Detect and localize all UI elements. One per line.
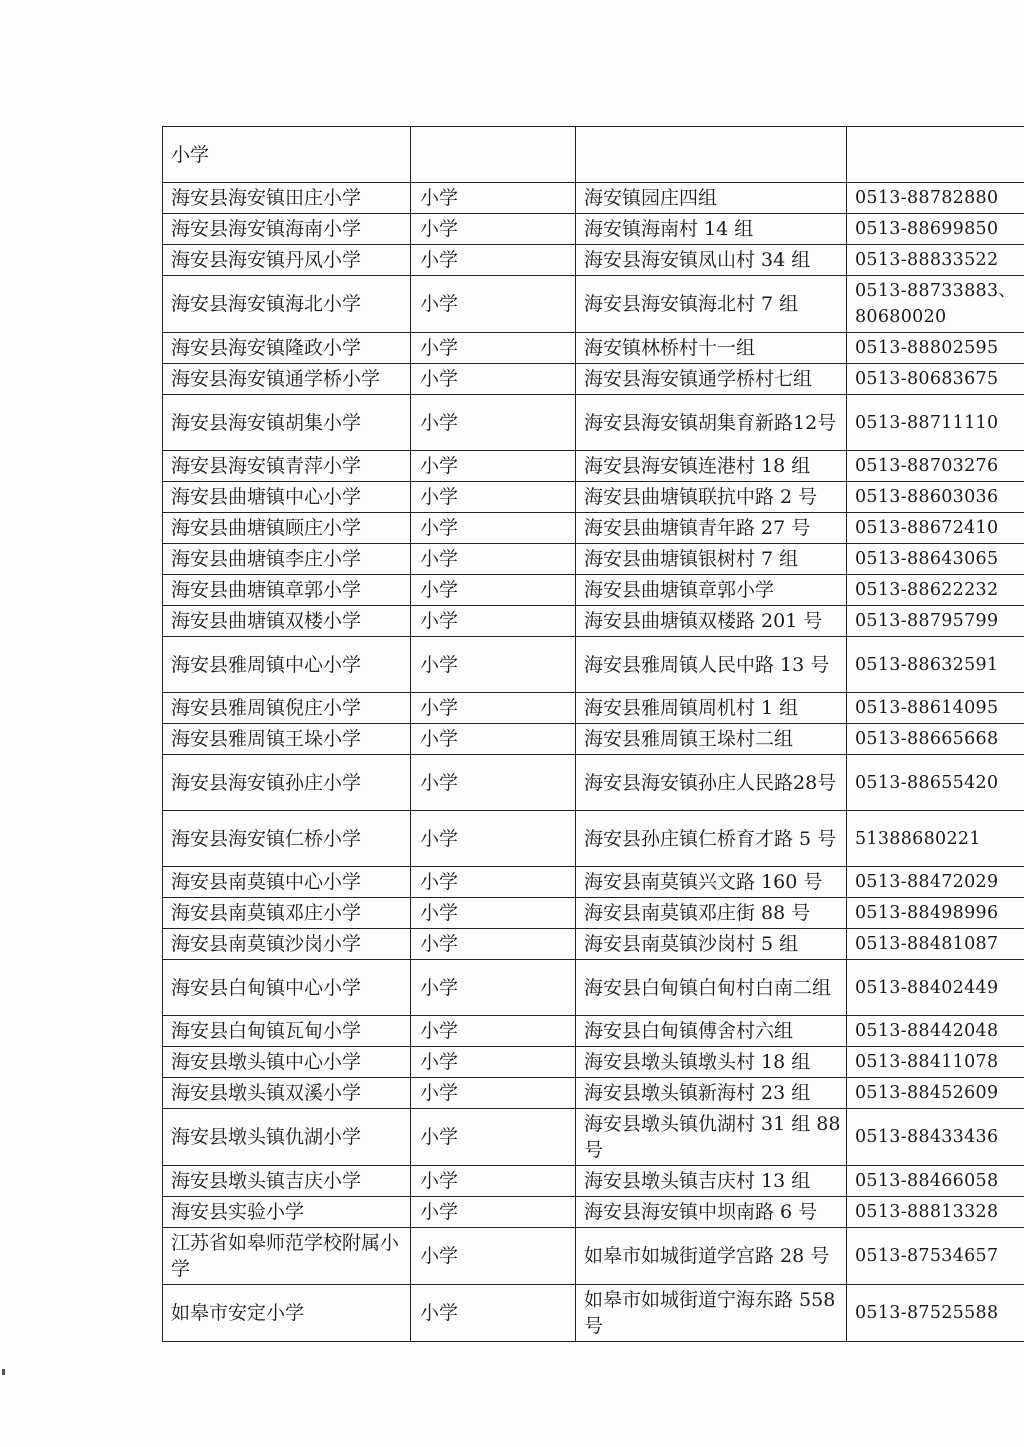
table-row [163,637,1024,693]
school-name-cell: 海安县白甸镇瓦甸小学 [163,1016,411,1047]
school-type-cell: 小学 [411,482,576,513]
address-cell: 海安县雅周镇人民中路 13 号 [576,637,847,693]
school-name-cell: 海安县海安镇海南小学 [163,214,411,245]
school-type-cell: 小学 [411,693,576,724]
school-name-cell: 海安县墩头镇仇湖小学 [163,1109,411,1166]
table-row [163,214,1024,245]
school-type-cell: 小学 [411,724,576,755]
school-type-cell: 小学 [411,575,576,606]
school-type-cell: 小学 [411,451,576,482]
school-directory-table [162,126,1024,1342]
school-name-cell: 海安县南莫镇邓庄小学 [163,898,411,929]
phone-cell: 0513-88703276 [847,451,1024,482]
address-cell: 海安县墩头镇吉庆村 13 组 [576,1166,847,1197]
school-type-cell: 小学 [411,898,576,929]
school-type-cell: 小学 [411,364,576,395]
phone-cell: 0513-88833522 [847,245,1024,276]
address-cell: 海安县白甸镇傅舍村六组 [576,1016,847,1047]
school-name-cell: 海安县曲塘镇李庄小学 [163,544,411,575]
table-row [163,364,1024,395]
phone-cell: 0513-88795799 [847,606,1024,637]
table-row [163,1047,1024,1078]
phone-cell: 0513-88433436 [847,1109,1024,1166]
school-type-cell: 小学 [411,867,576,898]
address-cell: 海安县南莫镇兴文路 160 号 [576,867,847,898]
phone-cell: 0513-88802595 [847,333,1024,364]
address-cell: 海安县海安镇凤山村 34 组 [576,245,847,276]
school-name-cell: 海安县曲塘镇顾庄小学 [163,513,411,544]
school-name-cell: 海安县墩头镇中心小学 [163,1047,411,1078]
phone-cell: 0513-88622232 [847,575,1024,606]
school-type-cell: 小学 [411,1228,576,1285]
school-name-cell: 海安县海安镇胡集小学 [163,395,411,451]
address-cell: 海安县曲塘镇银树村 7 组 [576,544,847,575]
table-row [163,1166,1024,1197]
school-type-cell: 小学 [411,276,576,333]
phone-cell: 0513-88452609 [847,1078,1024,1109]
school-type-cell: 小学 [411,1166,576,1197]
school-type-cell: 小学 [411,214,576,245]
address-cell [576,127,847,183]
address-cell: 海安县海安镇中坝南路 6 号 [576,1197,847,1228]
phone-cell: 0513-88733883、80680020 [847,276,1024,333]
address-cell: 海安县海安镇孙庄人民路28号 [576,755,847,811]
phone-cell: 0513-88665668 [847,724,1024,755]
table-row [163,276,1024,333]
school-type-cell: 小学 [411,755,576,811]
school-name-cell: 小学 [163,127,411,183]
table-row [163,755,1024,811]
school-name-cell: 海安县墩头镇双溪小学 [163,1078,411,1109]
school-name-cell: 海安县海安镇隆政小学 [163,333,411,364]
school-type-cell: 小学 [411,1016,576,1047]
school-name-cell: 海安县海安镇孙庄小学 [163,755,411,811]
phone-cell: 0513-88442048 [847,1016,1024,1047]
school-name-cell: 海安县海安镇青萍小学 [163,451,411,482]
table-row [163,960,1024,1016]
table-row [163,929,1024,960]
school-name-cell: 海安县南莫镇中心小学 [163,867,411,898]
phone-cell: 0513-88481087 [847,929,1024,960]
school-type-cell: 小学 [411,1109,576,1166]
table-body [163,127,1024,1342]
address-cell: 如皋市如城街道宁海东路 558 号 [576,1285,847,1342]
school-type-cell: 小学 [411,544,576,575]
address-cell: 海安镇海南村 14 组 [576,214,847,245]
table-row [163,606,1024,637]
table-row [163,1285,1024,1342]
table-row [163,693,1024,724]
address-cell: 海安县曲塘镇联抗中路 2 号 [576,482,847,513]
address-cell: 海安县曲塘镇章郭小学 [576,575,847,606]
address-cell: 海安镇园庄四组 [576,183,847,214]
school-name-cell: 海安县墩头镇吉庆小学 [163,1166,411,1197]
table-row [163,1109,1024,1166]
phone-cell: 0513-88614095 [847,693,1024,724]
table-row [163,482,1024,513]
address-cell: 海安县曲塘镇双楼路 201 号 [576,606,847,637]
school-type-cell: 小学 [411,637,576,693]
school-type-cell [411,127,576,183]
phone-cell: 0513-88782880 [847,183,1024,214]
table-row [163,395,1024,451]
school-type-cell: 小学 [411,513,576,544]
school-name-cell: 海安县白甸镇中心小学 [163,960,411,1016]
phone-cell: 0513-80683675 [847,364,1024,395]
address-cell: 海安县孙庄镇仁桥育才路 5 号 [576,811,847,867]
table-row [163,867,1024,898]
school-type-cell: 小学 [411,395,576,451]
school-name-cell: 海安县实验小学 [163,1197,411,1228]
address-cell: 如皋市如城街道学宫路 28 号 [576,1228,847,1285]
school-type-cell: 小学 [411,1197,576,1228]
address-cell: 海安县墩头镇新海村 23 组 [576,1078,847,1109]
school-type-cell: 小学 [411,183,576,214]
school-type-cell: 小学 [411,245,576,276]
address-cell: 海安县墩头镇仇湖村 31 组 88 号 [576,1109,847,1166]
address-cell: 海安县曲塘镇青年路 27 号 [576,513,847,544]
school-name-cell: 海安县曲塘镇双楼小学 [163,606,411,637]
address-cell: 海安县雅周镇周机村 1 组 [576,693,847,724]
address-cell: 海安县雅周镇王垛村二组 [576,724,847,755]
table-row [163,127,1024,183]
school-name-cell: 海安县曲塘镇章郭小学 [163,575,411,606]
phone-cell: 0513-88711110 [847,395,1024,451]
school-type-cell: 小学 [411,811,576,867]
school-name-cell: 海安县海安镇田庄小学 [163,183,411,214]
phone-cell: 0513-88603036 [847,482,1024,513]
address-cell: 海安县白甸镇白甸村白南二组 [576,960,847,1016]
phone-cell: 0513-88466058 [847,1166,1024,1197]
phone-cell: 0513-88402449 [847,960,1024,1016]
school-name-cell: 海安县海安镇仁桥小学 [163,811,411,867]
address-cell: 海安县海安镇连港村 18 组 [576,451,847,482]
school-type-cell: 小学 [411,1047,576,1078]
table-row [163,1197,1024,1228]
phone-cell: 0513-88643065 [847,544,1024,575]
scan-mark [2,1369,5,1375]
address-cell: 海安县海安镇海北村 7 组 [576,276,847,333]
table-row [163,1228,1024,1285]
phone-cell: 0513-88655420 [847,755,1024,811]
school-name-cell: 江苏省如皋师范学校附属小学 [163,1228,411,1285]
table-row [163,333,1024,364]
table-row [163,811,1024,867]
school-name-cell: 海安县南莫镇沙岗小学 [163,929,411,960]
phone-cell [847,127,1024,183]
school-name-cell: 如皋市安定小学 [163,1285,411,1342]
address-cell: 海安县南莫镇沙岗村 5 组 [576,929,847,960]
school-name-cell: 海安县海安镇海北小学 [163,276,411,333]
address-cell: 海安县海安镇胡集育新路12号 [576,395,847,451]
school-name-cell: 海安县雅周镇中心小学 [163,637,411,693]
school-name-cell: 海安县雅周镇倪庄小学 [163,693,411,724]
address-cell: 海安县墩头镇墩头村 18 组 [576,1047,847,1078]
phone-cell: 0513-87534657 [847,1228,1024,1285]
address-cell: 海安县南莫镇邓庄街 88 号 [576,898,847,929]
address-cell: 海安县海安镇通学桥村七组 [576,364,847,395]
table-row [163,1016,1024,1047]
school-type-cell: 小学 [411,960,576,1016]
phone-cell: 0513-88813328 [847,1197,1024,1228]
phone-cell: 0513-88699850 [847,214,1024,245]
table-row [163,724,1024,755]
phone-cell: 0513-88632591 [847,637,1024,693]
table-row [163,183,1024,214]
school-type-cell: 小学 [411,606,576,637]
phone-cell: 0513-88411078 [847,1047,1024,1078]
address-cell: 海安镇林桥村十一组 [576,333,847,364]
table-row [163,245,1024,276]
phone-cell: 0513-88498996 [847,898,1024,929]
school-name-cell: 海安县曲塘镇中心小学 [163,482,411,513]
school-name-cell: 海安县海安镇丹凤小学 [163,245,411,276]
table-row [163,898,1024,929]
school-type-cell: 小学 [411,1285,576,1342]
table-row [163,451,1024,482]
table-row [163,513,1024,544]
phone-cell: 0513-88672410 [847,513,1024,544]
table-row [163,544,1024,575]
school-type-cell: 小学 [411,333,576,364]
table-row [163,1078,1024,1109]
school-name-cell: 海安县雅周镇王垛小学 [163,724,411,755]
school-type-cell: 小学 [411,1078,576,1109]
school-type-cell: 小学 [411,929,576,960]
phone-cell: 51388680221 [847,811,1024,867]
phone-cell: 0513-88472029 [847,867,1024,898]
school-name-cell: 海安县海安镇通学桥小学 [163,364,411,395]
phone-cell: 0513-87525588 [847,1285,1024,1342]
table-row [163,575,1024,606]
